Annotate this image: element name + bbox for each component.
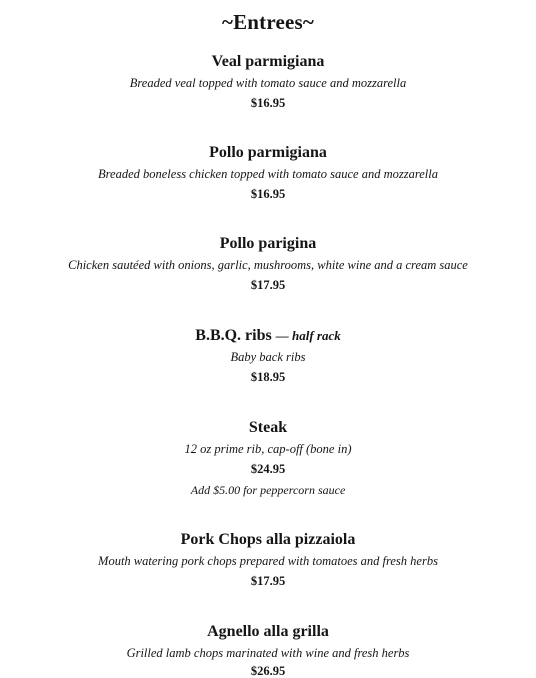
menu-item-description: Baby back ribs — [230, 350, 306, 364]
menu-item-veal-parmigiana — [0, 52, 536, 113]
menu-item-description: Breaded veal topped with tomato sauce and mozzarella — [129, 76, 407, 90]
menu-item-name: Steak — [248, 419, 288, 436]
menu-item-name-text: B.B.Q. ribs — [195, 327, 272, 344]
menu-item-pollo-parmigiana — [0, 143, 536, 204]
menu-item-description: Grilled lamb chops marinated with wine and fresh herbs — [126, 646, 410, 660]
menu-item-name: Agnello alla grilla — [207, 623, 329, 640]
menu-item-price: $26.95 — [250, 664, 286, 678]
menu-item-description: Mouth watering pork chops prepared with tomatoes and fresh herbs — [98, 554, 438, 568]
menu-item-name: Veal parmigiana — [211, 53, 325, 70]
menu-item-description: Chicken sautéed with onions, garlic, mushrooms, white wine and a cream sauce — [68, 258, 468, 272]
menu-item-name: Pollo parmigiana — [209, 144, 327, 161]
menu-item-name: Pork Chops alla pizzaiola — [180, 531, 356, 548]
menu-item-price: $17.95 — [250, 574, 286, 588]
menu-item-name — [0, 326, 536, 346]
menu-section-title: ~Entrees~ — [221, 10, 315, 34]
menu-item-steak — [0, 418, 536, 500]
menu-item-price: $24.95 — [250, 462, 286, 476]
menu-item-pollo-parigina — [0, 234, 536, 295]
menu-item-price: $17.95 — [250, 278, 286, 292]
menu-item-price: $18.95 — [250, 370, 286, 384]
menu-item-bbq-ribs — [0, 326, 536, 387]
menu-item-price: $16.95 — [250, 96, 286, 110]
menu-item-agnello — [0, 622, 536, 663]
menu-item-price: $16.95 — [250, 187, 286, 201]
menu-item-description: 12 oz prime rib, cap-off (bone in) — [184, 442, 352, 456]
menu-item-description: Breaded boneless chicken topped with tomato sauce and mozzarella — [98, 167, 438, 181]
menu-item-pork-chops — [0, 530, 536, 591]
menu-item-name: Pollo parigina — [219, 235, 317, 252]
menu-item-portion: — half rack — [275, 328, 341, 343]
menu-item-note: Add $5.00 for peppercorn sauce — [190, 483, 346, 497]
